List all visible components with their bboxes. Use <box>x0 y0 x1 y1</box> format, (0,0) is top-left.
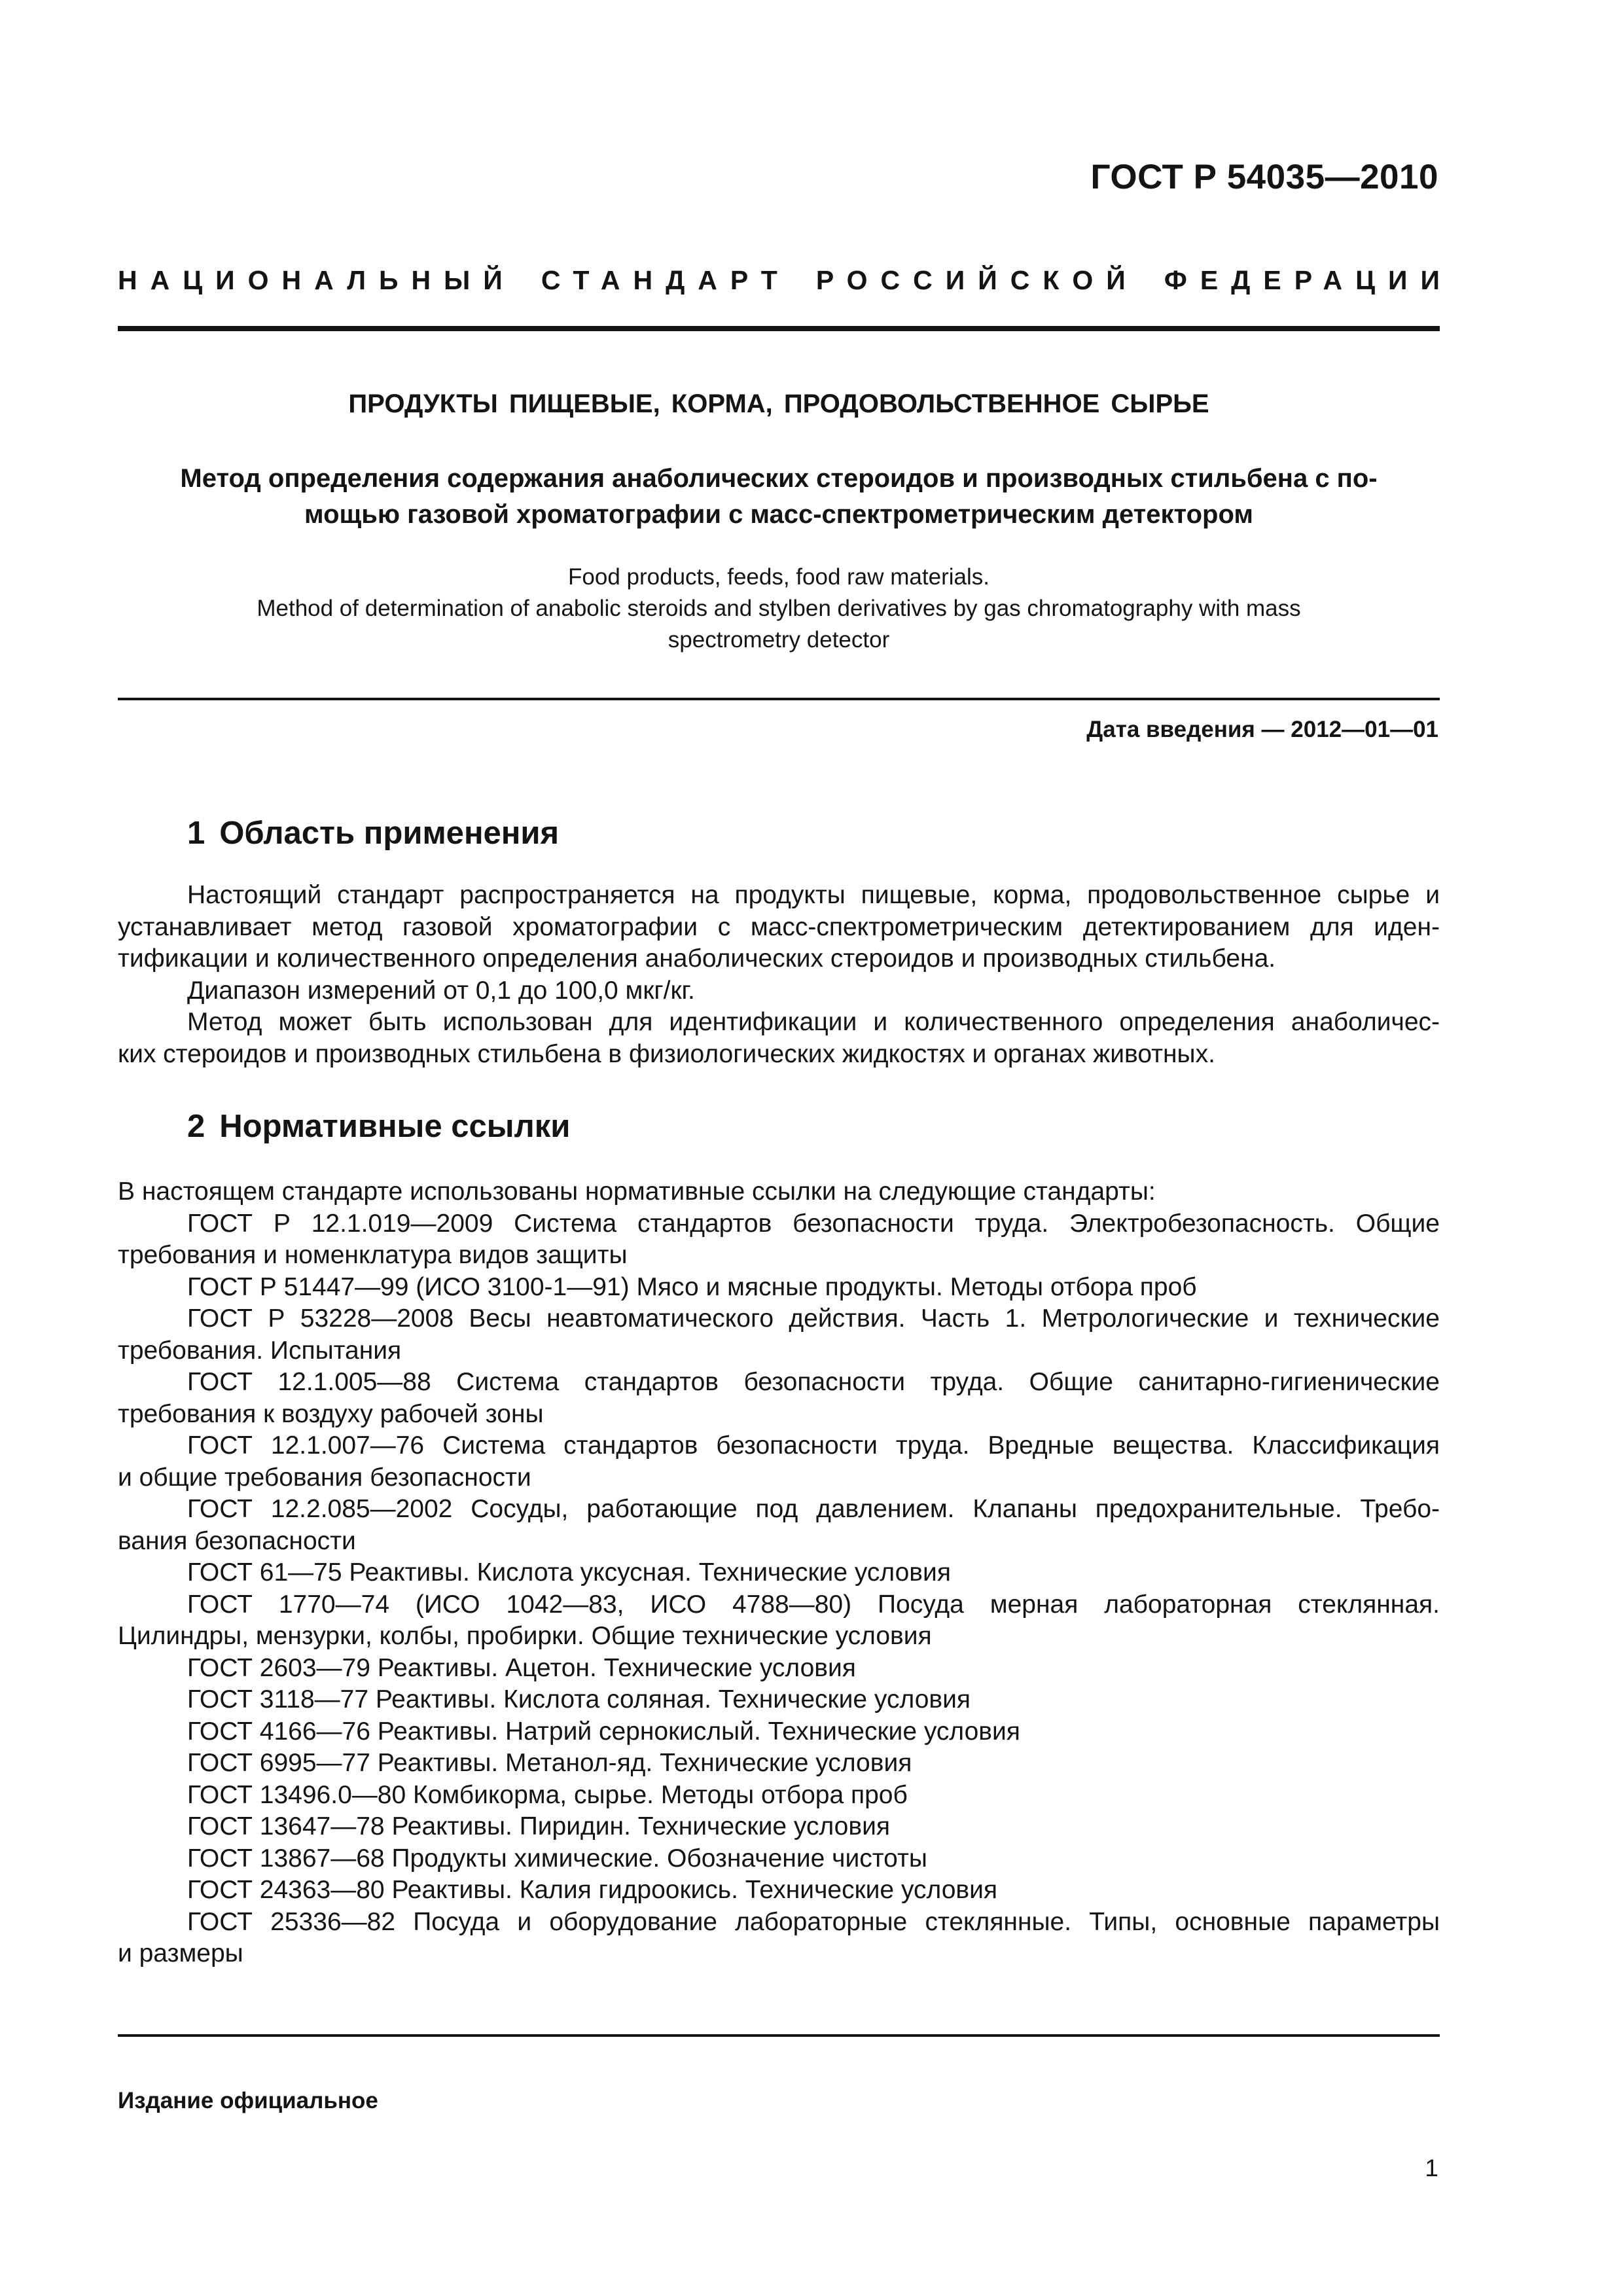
reference-line: требования к воздуху рабочей зоны <box>118 1399 544 1428</box>
reference-line: требования и номенклатура видов защиты <box>118 1241 628 1269</box>
section-title: Нормативные ссылки <box>219 1109 571 1144</box>
subtitle-line: мощью газовой хроматографии с масс-спектрометрическим детектором <box>304 500 1253 529</box>
reference-line: ГОСТ 13867—68 Продукты химические. Обозначение чистоты <box>187 1844 927 1873</box>
national-standard-word: СТАНДАРТ <box>541 265 791 295</box>
subtitle-line: Метод определения содержания анаболических стероидов и производных стильбена с по- <box>180 464 1378 493</box>
text-line: В настоящем стандарте использованы нормативные ссылки на следующие стандарты: <box>118 1177 1156 1206</box>
text-line: ких стероидов и производных стильбена в физиологических жидкостях и органах животных. <box>118 1039 1215 1068</box>
english-title-line: Food products, feeds, food raw materials. <box>568 564 990 590</box>
section-title: Область применения <box>219 816 560 851</box>
reference-line: ГОСТ 12.1.007—76 Система стандартов безопасности труда. Вредные вещества. Классификация <box>187 1431 1440 1460</box>
title-divider <box>118 698 1440 700</box>
english-title-line: spectrometry detector <box>668 627 890 653</box>
reference-line: и размеры <box>118 1939 243 1967</box>
section-1-body <box>118 880 1440 1070</box>
reference-line: ГОСТ Р 51447—99 (ИСО 3100-1—91) Мясо и мясные продукты. Методы отбора проб <box>187 1272 1197 1301</box>
text-line: Метод может быть использован для идентификации и количественного определения анаболичес- <box>187 1008 1440 1036</box>
section-2-body <box>118 1176 1440 1970</box>
official-edition-label: Издание официальное <box>118 2088 378 2113</box>
document-title: ПРОДУКТЫ ПИЩЕВЫЕ, КОРМА, ПРОДОВОЛЬСТВЕННОЕ СЫРЬЕ <box>348 389 1209 418</box>
english-title-line: Method of determination of anabolic steroids and stylben derivatives by gas chromatography with mass <box>257 596 1301 621</box>
text-line: Настоящий стандарт распространяется на продукты пищевые, корма, продовольственное сырье и <box>187 881 1440 909</box>
reference-line: ГОСТ 12.2.085—2002 Сосуды, работающие под давлением. Клапаны предохранительные. Требо- <box>187 1495 1440 1523</box>
reference-line: Цилиндры, мензурки, колбы, пробирки. Общие технические условия <box>118 1622 932 1650</box>
text-line: тификации и количественного определения анаболических стероидов и производных стильбена. <box>118 944 1276 973</box>
national-standard-heading <box>118 265 1453 296</box>
section-heading <box>187 1108 570 1145</box>
introduction-date: Дата введения — 2012—01—01 <box>1086 717 1438 742</box>
document-code: ГОСТ Р 54035—2010 <box>1090 158 1438 196</box>
reference-line: требования. Испытания <box>118 1336 402 1365</box>
national-standard-word: ФЕДЕРАЦИИ <box>1164 265 1453 295</box>
document-subtitle <box>164 461 1394 533</box>
reference-line: и общие требования безопасности <box>118 1463 531 1492</box>
national-standard-word: РОССИЙСКОЙ <box>815 265 1139 295</box>
footer-divider <box>118 2034 1440 2037</box>
header-divider <box>118 326 1440 331</box>
section-heading <box>187 815 559 852</box>
english-title <box>164 562 1394 656</box>
reference-line: ГОСТ 4166—76 Реактивы. Натрий сернокислый. Технические условия <box>187 1717 1020 1746</box>
national-standard-word: НАЦИОНАЛЬНЫЙ <box>118 265 516 295</box>
reference-line: ГОСТ 13647—78 Реактивы. Пиридин. Технические условия <box>187 1812 890 1840</box>
reference-line: ГОСТ 3118—77 Реактивы. Кислота соляная. Технические условия <box>187 1685 971 1713</box>
reference-line: ГОСТ 2603—79 Реактивы. Ацетон. Технические условия <box>187 1653 856 1682</box>
text-line: Диапазон измерений от 0,1 до 100,0 мкг/кг. <box>187 976 695 1005</box>
reference-line: ГОСТ 61—75 Реактивы. Кислота уксусная. Технические условия <box>187 1558 951 1587</box>
page-number: 1 <box>1425 2155 1438 2181</box>
text-line: устанавливает метод газовой хроматографии с масс-спектрометрическим детектированием для иден- <box>118 912 1440 941</box>
section-number: 2 <box>187 1109 205 1144</box>
reference-line: ГОСТ 13496.0—80 Комбикорма, сырье. Методы отбора проб <box>187 1780 908 1809</box>
reference-line: ГОСТ 6995—77 Реактивы. Метанол-яд. Технические условия <box>187 1749 912 1777</box>
reference-line: ГОСТ Р 12.1.019—2009 Система стандартов безопасности труда. Электробезопасность. Общие <box>187 1209 1440 1238</box>
reference-line: вания безопасности <box>118 1526 356 1555</box>
reference-line: ГОСТ 1770—74 (ИСО 1042—83, ИСО 4788—80) Посуда мерная лабораторная стеклянная. <box>187 1590 1440 1619</box>
reference-line: ГОСТ 24363—80 Реактивы. Калия гидроокись. Технические условия <box>187 1876 998 1904</box>
reference-line: ГОСТ Р 53228—2008 Весы неавтоматического действия. Часть 1. Метрологические и технические <box>187 1304 1440 1333</box>
section-number: 1 <box>187 816 205 851</box>
reference-line: ГОСТ 12.1.005—88 Система стандартов безопасности труда. Общие санитарно-гигиенические <box>187 1368 1440 1396</box>
reference-line: ГОСТ 25336—82 Посуда и оборудование лабораторные стеклянные. Типы, основные параметры <box>187 1907 1440 1936</box>
